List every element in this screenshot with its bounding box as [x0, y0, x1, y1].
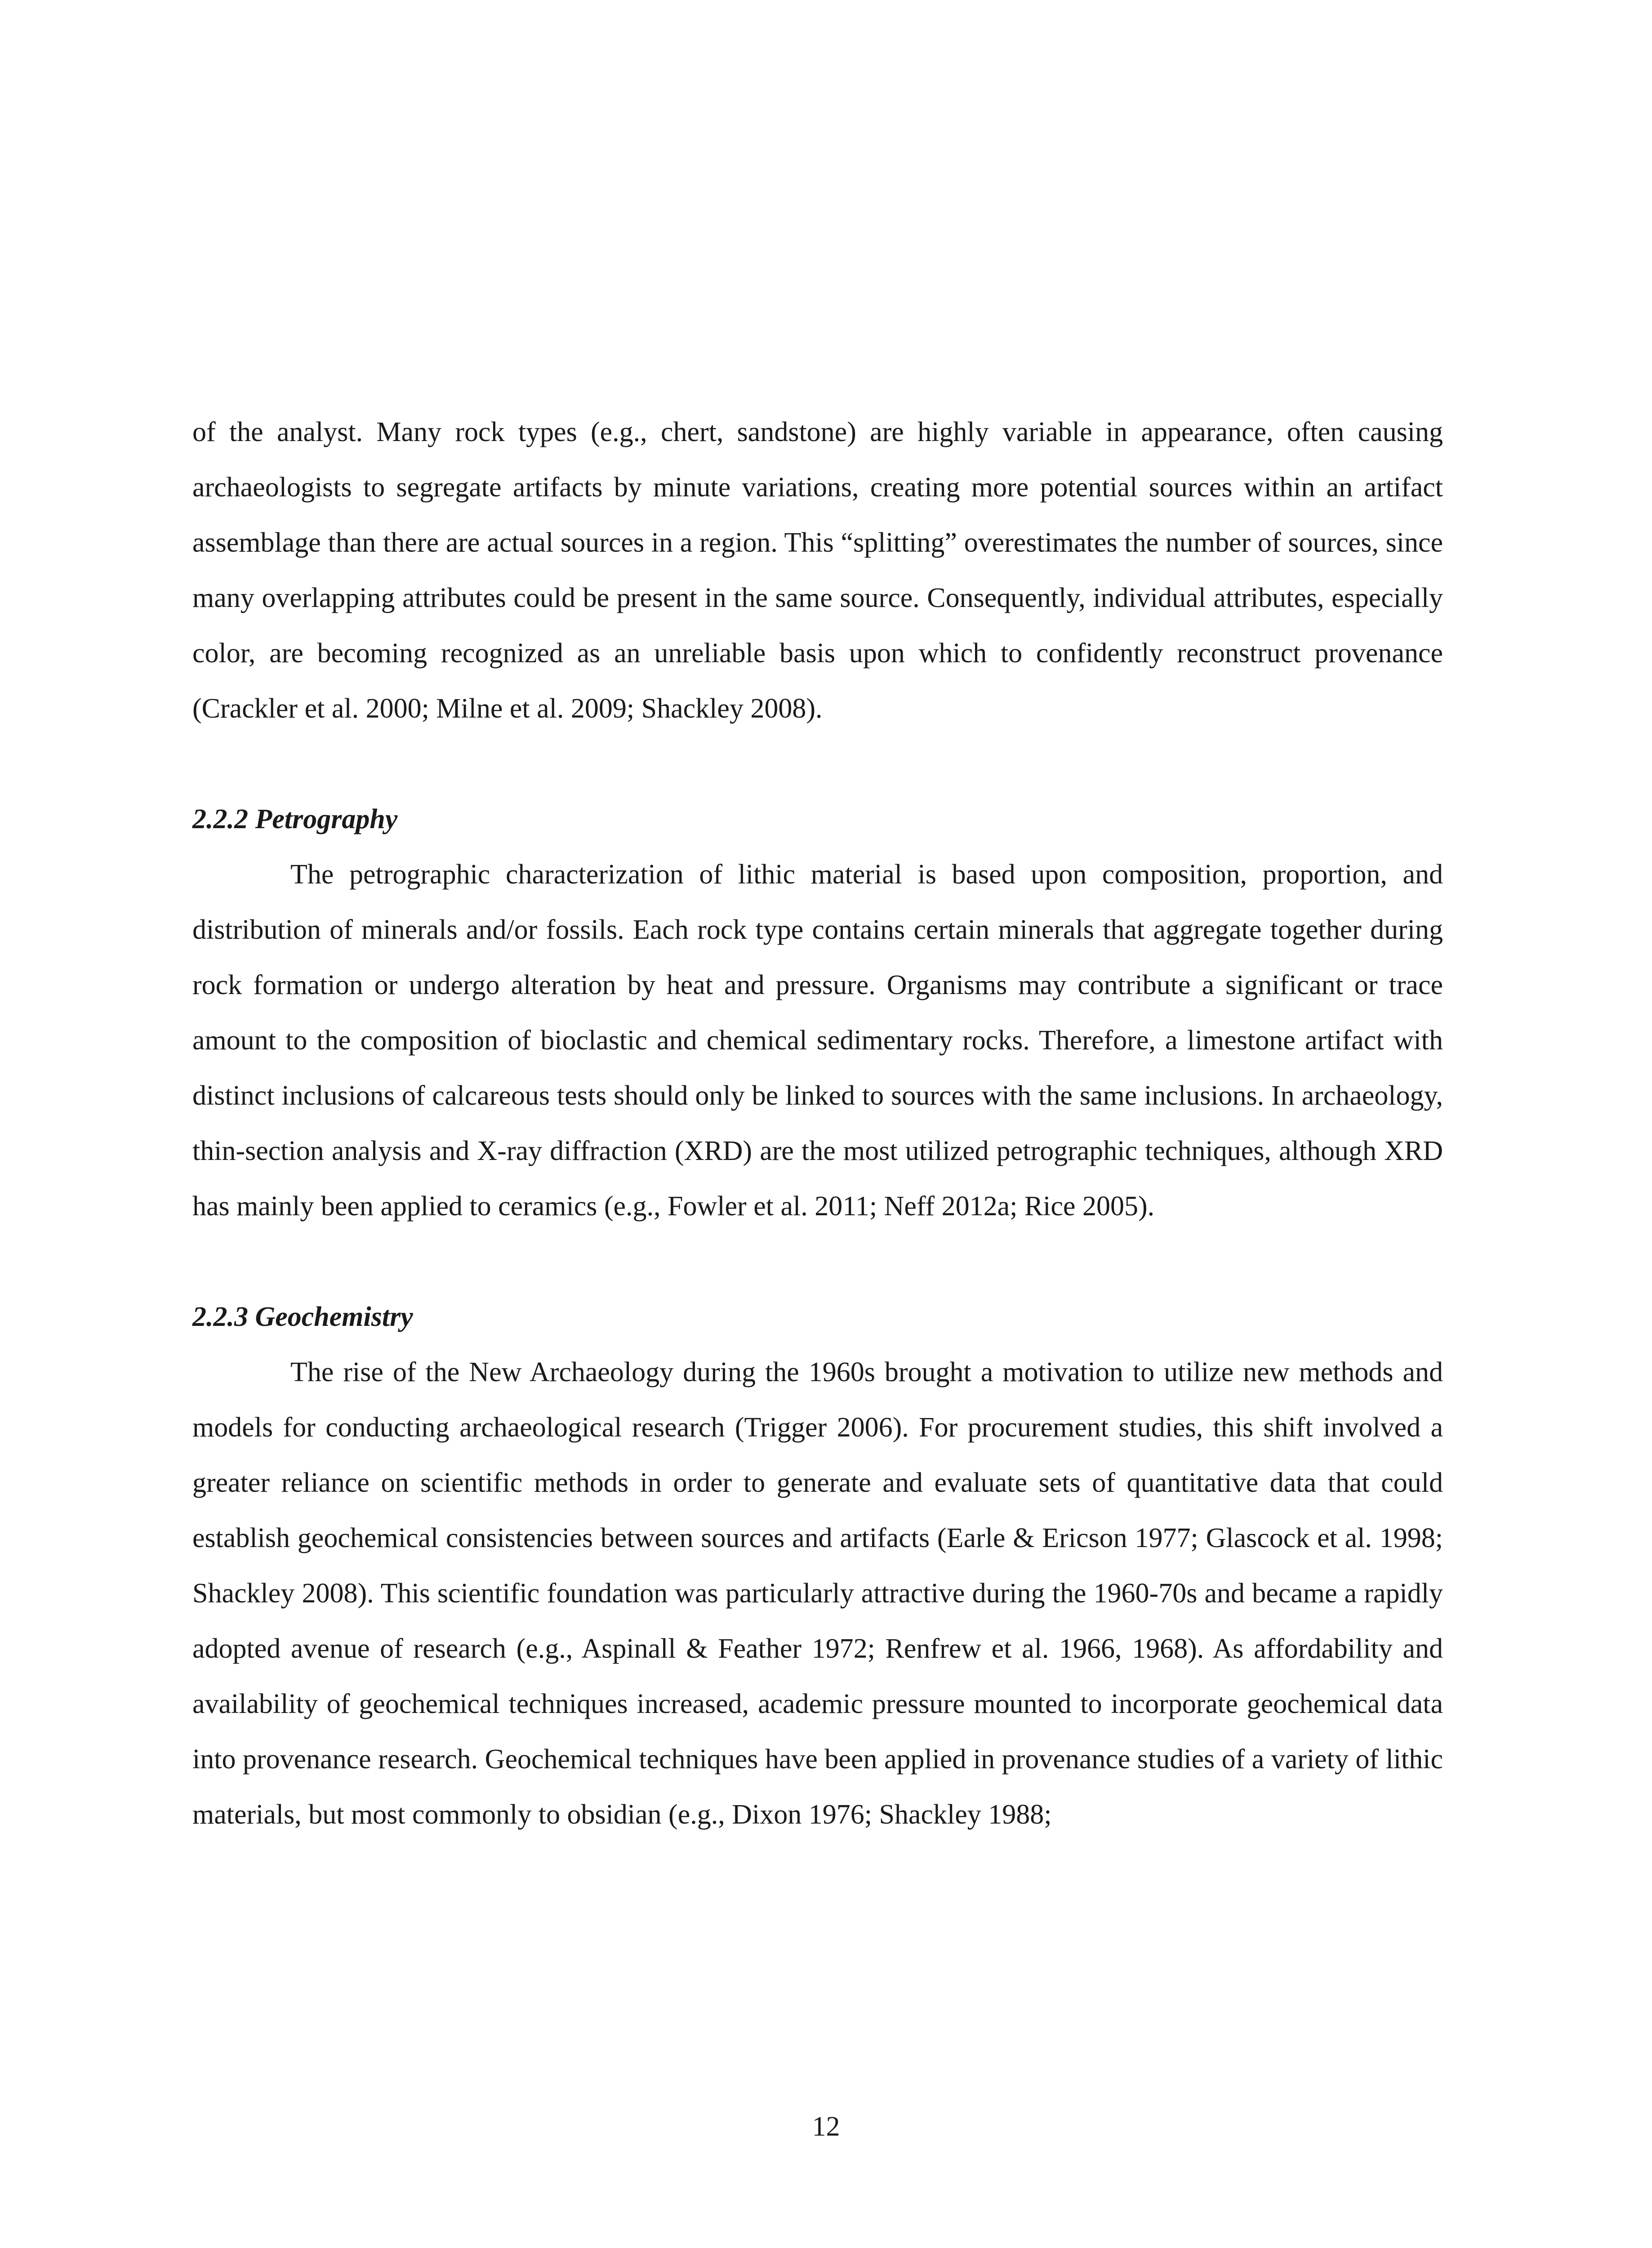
- paragraph-analyst-bias: of the analyst. Many rock types (e.g., chert, sandstone) are highly variable in appearance, often causing archaeologists to segregate artifacts by minute variations, creating more potential sources within an artifact assemblage than there are actual sources in a region. This “splitting” overestimates the number of sources, since many overlapping attributes could be present in the same source. Consequently, individual attributes, especially color, are becoming recognized as an unreliable basis upon which to confidently reconstruct provenance (Crackler et al. 2000; Milne et al. 2009; Shackley 2008).: [192, 417, 1443, 724]
- paragraph-geochemistry: The rise of the New Archaeology during the 1960s brought a motivation to utilize new methods and models for conducting archaeological research (Trigger 2006). For procurement studies, this shift involved a greater reliance on scientific methods in order to generate and evaluate sets of quantitative data that could establish geochemical consistencies between sources and artifacts (Earle & Ericson 1977; Glascock et al. 1998; Shackley 2008). This scientific foundation was particularly attractive during the 1960-70s and became a rapidly adopted avenue of research (e.g., Aspinall & Feather 1972; Renfrew et al. 1966, 1968). As affordability and availability of geochemical techniques increased, academic pressure mounted to incorporate geochemical data into provenance research. Geochemical techniques have been applied in provenance studies of a variety of lithic materials, but most commonly to obsidian (e.g., Dixon 1976; Shackley 1988;: [192, 1357, 1443, 1830]
- section-spacer: [192, 736, 1443, 792]
- page-number: 12: [812, 2111, 840, 2142]
- document-body: [192, 405, 1443, 1842]
- paragraph-petrography: The petrographic characterization of lithic material is based upon composition, proportion, and distribution of minerals and/or fossils. Each rock type contains certain minerals that aggregate together during rock formation or undergo alteration by heat and pressure. Organisms may contribute a significant or trace amount to the composition of bioclastic and chemical sedimentary rocks. Therefore, a limestone artifact with distinct inclusions of calcareous tests should only be linked to sources with the same inclusions. In archaeology, thin-section analysis and X-ray diffraction (XRD) are the most utilized petrographic techniques, although XRD has mainly been applied to ceramics (e.g., Fowler et al. 2011; Neff 2012a; Rice 2005).: [192, 859, 1443, 1222]
- section-spacer: [192, 1234, 1443, 1289]
- section-heading-petrography: 2.2.2 Petrography: [192, 804, 398, 834]
- section-heading-geochemistry: 2.2.3 Geochemistry: [192, 1302, 413, 1332]
